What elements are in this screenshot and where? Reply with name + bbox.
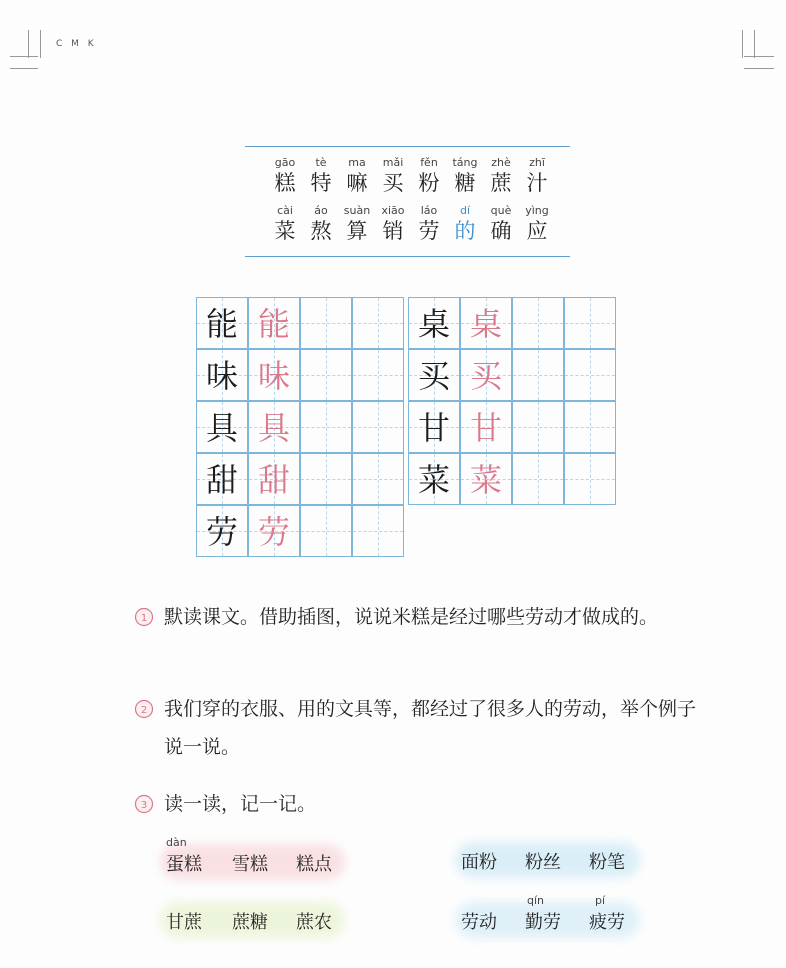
word: 劳动 <box>461 912 497 933</box>
pinyin: yìng <box>525 204 549 217</box>
word-group-fen <box>455 836 645 884</box>
word: 蔗糖 <box>232 912 268 933</box>
hanzi: 糖 <box>454 171 476 195</box>
character-cell <box>519 155 555 196</box>
writing-grid-cell <box>196 349 248 401</box>
character-cell <box>303 155 339 196</box>
pinyin: què <box>490 204 512 217</box>
trace-character: 甜 <box>257 461 290 499</box>
svg-text:2: 2 <box>140 705 148 716</box>
writing-grid-cell <box>408 401 460 453</box>
word: 面粉 <box>461 852 497 873</box>
crop-mark <box>744 56 774 57</box>
writing-grid-cell <box>352 401 404 453</box>
pinyin: suàn <box>343 204 371 217</box>
crop-mark <box>754 30 755 58</box>
model-character: 味 <box>205 357 238 395</box>
character-row <box>267 203 555 244</box>
question-number-1-icon <box>134 607 154 627</box>
writing-grid-cell <box>248 349 300 401</box>
writing-grid-cell <box>300 505 352 557</box>
word-group-lao <box>455 892 645 944</box>
pinyin: táng <box>452 156 478 169</box>
pinyin: qín <box>527 894 545 907</box>
character-cell <box>375 155 411 196</box>
trace-character: 甘 <box>469 409 502 447</box>
crop-mark <box>28 30 29 58</box>
writing-grid-cell <box>300 453 352 505</box>
trace-character: 具 <box>257 409 290 447</box>
hanzi: 熬 <box>310 219 332 243</box>
trace-character: 桌 <box>469 305 502 343</box>
hanzi: 销 <box>382 219 404 243</box>
writing-grid-cell <box>564 453 616 505</box>
hanzi: 买 <box>382 171 404 195</box>
crop-mark <box>10 68 38 69</box>
hanzi: 粉 <box>418 171 440 195</box>
character-cell <box>267 203 303 244</box>
hanzi: 确 <box>490 219 512 243</box>
hanzi: 糕 <box>274 171 296 195</box>
writing-grid-cell <box>300 349 352 401</box>
svg-text:1: 1 <box>140 613 148 624</box>
hanzi: 菜 <box>274 219 296 243</box>
writing-grid-cell <box>460 297 512 349</box>
pinyin: pí <box>595 894 606 907</box>
trace-character: 能 <box>257 305 290 343</box>
new-characters-box <box>245 146 570 257</box>
model-character: 劳 <box>205 513 238 551</box>
word: 蛋糕 <box>166 854 202 875</box>
question-text: 我们穿的衣服、用的文具等，都经过了很多人的劳动，举个例子说一说。 <box>164 698 697 758</box>
model-character: 甜 <box>205 461 238 499</box>
hanzi: 嘛 <box>346 171 368 195</box>
word: 勤劳 <box>525 912 561 933</box>
pinyin: dàn <box>166 836 187 849</box>
hanzi: 蔗 <box>490 171 512 195</box>
writing-grid-cell <box>460 349 512 401</box>
trace-character: 味 <box>257 357 290 395</box>
writing-grid-cell <box>352 349 404 401</box>
character-cell <box>411 203 447 244</box>
writing-grid-cell <box>460 453 512 505</box>
model-character: 能 <box>205 305 238 343</box>
pinyin: láo <box>420 204 438 217</box>
writing-grid-cell <box>352 453 404 505</box>
hanzi: 劳 <box>418 219 440 243</box>
character-cell-highlighted <box>447 203 483 244</box>
word-group-zhe <box>160 896 350 944</box>
trace-character: 劳 <box>257 513 290 551</box>
question-text: 读一读，记一记。 <box>164 793 317 815</box>
writing-grid-cell <box>248 401 300 453</box>
pinyin: fěn <box>420 156 438 169</box>
hanzi: 特 <box>310 171 332 195</box>
print-color-label: C M K <box>56 39 97 49</box>
character-cell <box>339 155 375 196</box>
model-character: 菜 <box>417 461 450 499</box>
writing-grid-cell <box>408 453 460 505</box>
crop-mark <box>10 56 38 57</box>
character-cell <box>267 155 303 196</box>
model-character: 桌 <box>417 305 450 343</box>
writing-grid-cell <box>512 401 564 453</box>
writing-grid-cell <box>564 401 616 453</box>
pinyin: cài <box>277 204 293 217</box>
writing-grid-cell <box>248 453 300 505</box>
writing-grid-cell <box>196 453 248 505</box>
word-group-gao <box>160 836 350 884</box>
writing-grid-cell <box>564 349 616 401</box>
pinyin: tè <box>315 156 327 169</box>
writing-grid-cell <box>512 349 564 401</box>
pinyin: dí <box>459 204 471 217</box>
pinyin: zhī <box>529 156 545 169</box>
trace-character: 菜 <box>469 461 502 499</box>
writing-grid-cell <box>460 401 512 453</box>
hanzi: 算 <box>346 219 368 243</box>
character-cell <box>375 203 411 244</box>
writing-grid-cell <box>248 297 300 349</box>
character-row <box>267 155 555 196</box>
question-number-2-icon <box>134 699 154 719</box>
writing-grid-cell <box>564 297 616 349</box>
question-text: 默读课文。借助插图，说说米糕是经过哪些劳动才做成的。 <box>164 606 659 628</box>
word: 甘蔗 <box>166 912 202 933</box>
model-character: 甘 <box>417 409 450 447</box>
writing-grid-cell <box>196 505 248 557</box>
word: 粉笔 <box>589 852 625 873</box>
character-cell <box>339 203 375 244</box>
word: 糕点 <box>296 854 332 875</box>
writing-grid-cell <box>408 349 460 401</box>
writing-grid-cell <box>196 401 248 453</box>
word: 粉丝 <box>525 852 561 873</box>
character-cell <box>483 155 519 196</box>
question-number-3-icon <box>134 794 154 814</box>
writing-grid-cell <box>300 297 352 349</box>
crop-mark <box>744 68 774 69</box>
character-cell <box>483 203 519 244</box>
crop-mark <box>40 30 41 58</box>
writing-grid-cell <box>512 297 564 349</box>
writing-grid-cell <box>196 297 248 349</box>
trace-character: 买 <box>469 357 502 395</box>
writing-grid-cell <box>512 453 564 505</box>
character-cell <box>411 155 447 196</box>
character-cell <box>519 203 555 244</box>
character-cell <box>447 155 483 196</box>
pinyin: ma <box>348 156 366 169</box>
word: 雪糕 <box>232 854 268 875</box>
hanzi: 的 <box>454 219 476 243</box>
pinyin: áo <box>314 204 328 217</box>
word: 疲劳 <box>589 912 625 933</box>
pinyin: zhè <box>491 156 511 169</box>
pinyin: gāo <box>274 156 296 169</box>
pinyin: xiāo <box>381 204 405 217</box>
pinyin: mǎi <box>382 156 404 169</box>
hanzi: 汁 <box>526 171 548 195</box>
crop-mark <box>742 30 743 58</box>
writing-grid-cell <box>408 297 460 349</box>
writing-grid-cell <box>248 505 300 557</box>
character-cell <box>303 203 339 244</box>
word: 蔗农 <box>296 912 332 933</box>
svg-text:3: 3 <box>140 800 148 811</box>
model-character: 买 <box>417 357 450 395</box>
writing-grid-cell <box>352 297 404 349</box>
hanzi: 应 <box>526 219 548 243</box>
writing-grid-cell <box>300 401 352 453</box>
model-character: 具 <box>205 409 238 447</box>
writing-grid-cell <box>352 505 404 557</box>
